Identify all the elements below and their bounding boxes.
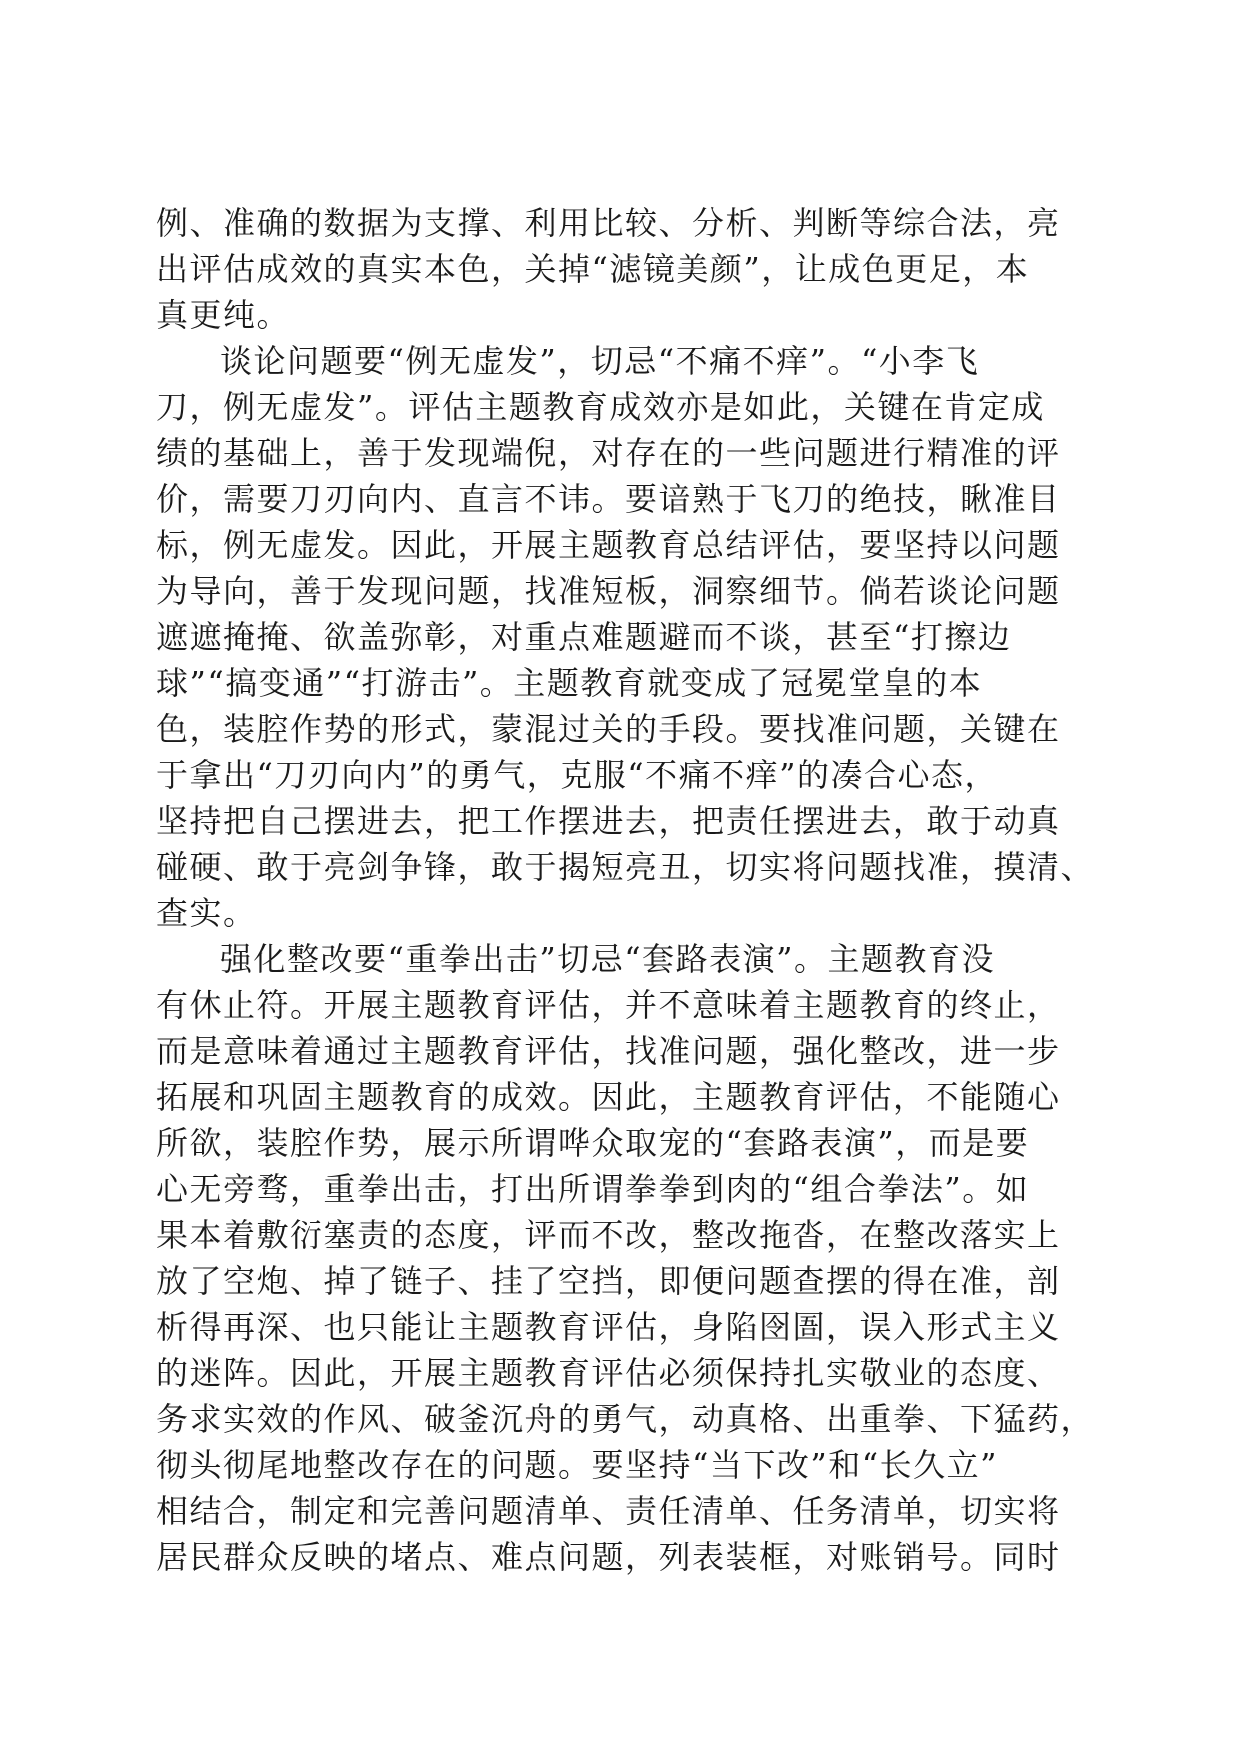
text-line: 查实。 <box>156 894 257 932</box>
text-line: 刀，例无虚发”。评估主题教育成效亦是如此，关键在肯定成 <box>156 388 1045 426</box>
text-line: 真更纯。 <box>156 296 291 334</box>
text-line: 而是意味着通过主题教育评估，找准问题，强化整改，进一步 <box>156 1032 1061 1070</box>
paragraph-first-line: 谈论问题要“例无虚发”，切忌“不痛不痒”。“小李飞 <box>220 342 980 380</box>
text-line: 球”“搞变通”“打游击”。主题教育就变成了冠冕堂皇的本 <box>156 664 983 702</box>
text-line: 例、准确的数据为支撑、利用比较、分析、判断等综合法，亮 <box>156 204 1061 242</box>
text-line: 拓展和巩固主题教育的成效。因此，主题教育评估，不能随心 <box>156 1078 1061 1116</box>
text-line: 色，装腔作势的形式，蒙混过关的手段。要找准问题，关键在 <box>156 710 1061 748</box>
text-line: 为导向，善于发现问题，找准短板，洞察细节。倘若谈论问题 <box>156 572 1061 610</box>
text-line: 放了空炮、掉了链子、挂了空挡，即便问题查摆的得在准，剖 <box>156 1262 1061 1300</box>
text-line: 坚持把自己摆进去，把工作摆进去，把责任摆进去，敢于动真 <box>156 802 1061 840</box>
text-line: 绩的基础上，善于发现端倪，对存在的一些问题进行精准的评 <box>156 434 1061 472</box>
text-line: 居民群众反映的堵点、难点问题，列表装框，对账销号。同时 <box>156 1538 1061 1576</box>
text-line: 遮遮掩掩、欲盖弥彰，对重点难题避而不谈，甚至“打擦边 <box>156 618 1012 656</box>
text-line: 彻头彻尾地整改存在的问题。要坚持“当下改”和“长久立” <box>156 1446 998 1484</box>
text-line: 价，需要刀刃向内、直言不讳。要谙熟于飞刀的绝技，瞅准目 <box>156 480 1061 518</box>
text-line: 有休止符。开展主题教育评估，并不意味着主题教育的终止， <box>156 986 1061 1024</box>
paragraph-first-line: 强化整改要“重拳出击”切忌“套路表演”。主题教育没 <box>220 940 995 978</box>
text-line: 相结合，制定和完善问题清单、责任清单、任务清单，切实将 <box>156 1492 1061 1530</box>
text-line: 出评估成效的真实本色，关掉“滤镜美颜”，让成色更足，本 <box>156 250 1030 288</box>
document-body <box>156 200 1095 1580</box>
text-line: 心无旁骛，重拳出击，打出所谓拳拳到肉的“组合拳法”。如 <box>156 1170 1030 1208</box>
text-line: 务求实效的作风、破釜沉舟的勇气，动真格、出重拳、下猛药， <box>156 1400 1095 1438</box>
text-line: 的迷阵。因此，开展主题教育评估必须保持扎实敬业的态度、 <box>156 1354 1061 1392</box>
text-line: 碰硬、敢于亮剑争锋，敢于揭短亮丑，切实将问题找准，摸清、 <box>156 848 1095 886</box>
text-line: 析得再深、也只能让主题教育评估，身陷囹圄，误入形式主义 <box>156 1308 1061 1346</box>
text-line: 果本着敷衍塞责的态度，评而不改，整改拖沓，在整改落实上 <box>156 1216 1061 1254</box>
text-line: 标，例无虚发。因此，开展主题教育总结评估，要坚持以问题 <box>156 526 1061 564</box>
text-line: 于拿出“刀刃向内”的勇气，克服“不痛不痒”的凑合心态， <box>156 756 998 794</box>
text-line: 所欲，装腔作势，展示所谓哗众取宠的“套路表演”，而是要 <box>156 1124 1030 1162</box>
